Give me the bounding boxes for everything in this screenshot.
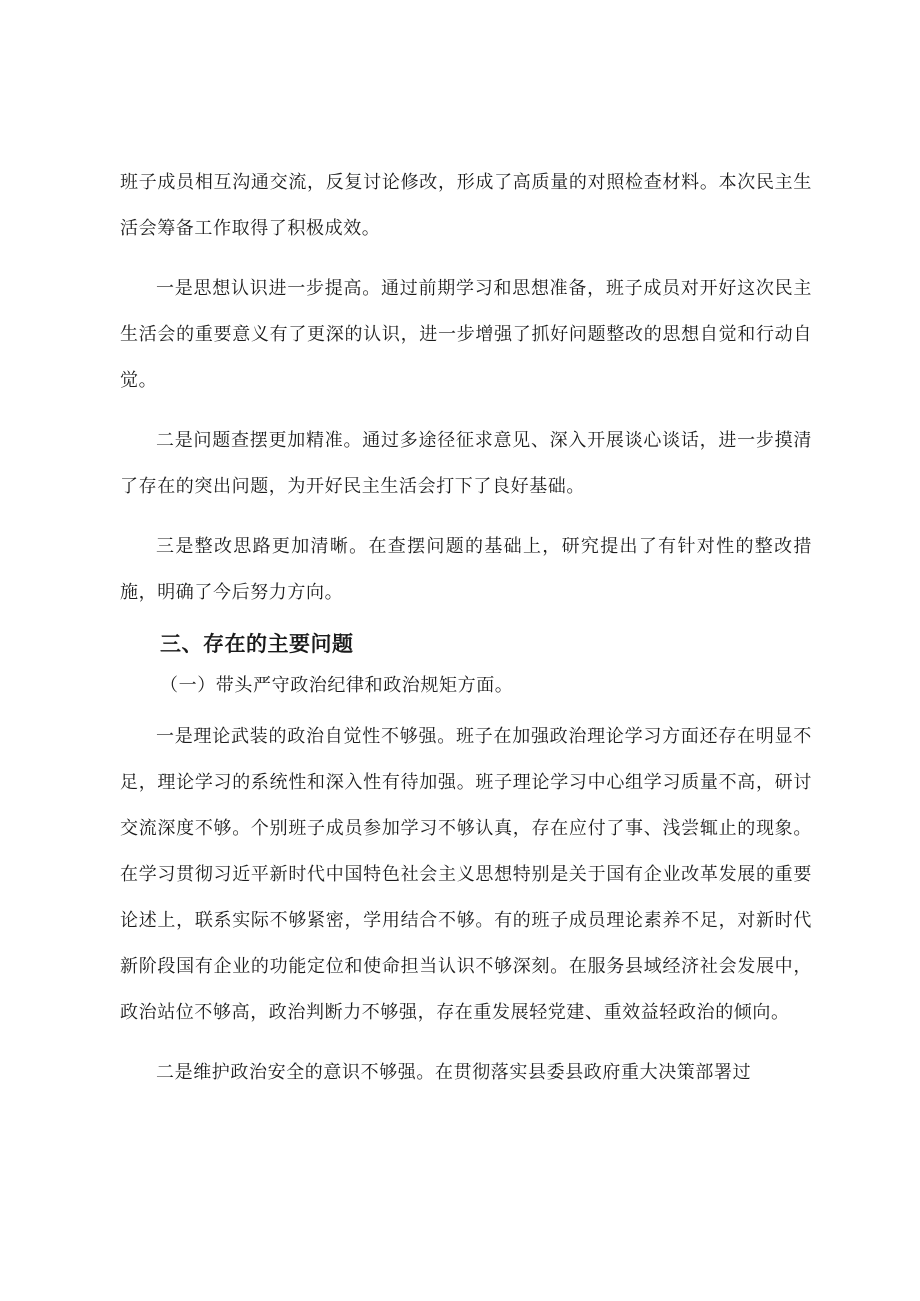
document-body [120, 160, 812, 1110]
paragraph-continuation: 班子成员相互沟通交流，反复讨论修改，形成了高质量的对照检查材料。本次民主生活会筹备工作取得了积极成效。 [120, 172, 812, 239]
paragraph-thought-awareness: 一是思想认识进一步提高。通过前期学习和思想准备，班子成员对开好这次民主生活会的重要意义有了更深的认识，进一步增强了抓好问题整改的思想自觉和行动自觉。 [120, 278, 812, 391]
paragraph-rectification-ideas: 三是整改思路更加清晰。在查摆问题的基础上，研究提出了有针对性的整改措施，明确了今后努力方向。 [120, 536, 812, 603]
section-heading: 三、存在的主要问题 [160, 632, 354, 656]
paragraph-theory-armament: 一是理论武装的政治自觉性不够强。班子在加强政治理论学习方面还存在明显不足，理论学习的系统性和深入性有待加强。班子理论学习中心组学习质量不高，研讨交流深度不够。个别班子成员参加学习不够认真，存在应付了事、浅尝辄止的现象。在学习贯彻习近平新时代中国特色社会主义思想特别是关于国有企业改革发展的重要论述上，联系实际不够紧密，学用结合不够。有的班子成员理论素养不足，对新时代新阶段国有企业的功能定位和使命担当认识不够深刻。在服务县域经济社会发展中，政治站位不够高，政治判断力不够强，存在重发展轻党建、重效益轻政治的倾向。 [120, 726, 812, 1023]
paragraph-problem-finding: 二是问题查摆更加精准。通过多途径征求意见、深入开展谈心谈话，进一步摸清了存在的突出问题，为开好民主生活会打下了良好基础。 [120, 430, 812, 497]
paragraph-political-security: 二是维护政治安全的意识不够强。在贯彻落实县委县政府重大决策部署过 [156, 1062, 752, 1083]
subsection-heading: （一）带头严守政治纪律和政治规矩方面。 [160, 675, 514, 696]
